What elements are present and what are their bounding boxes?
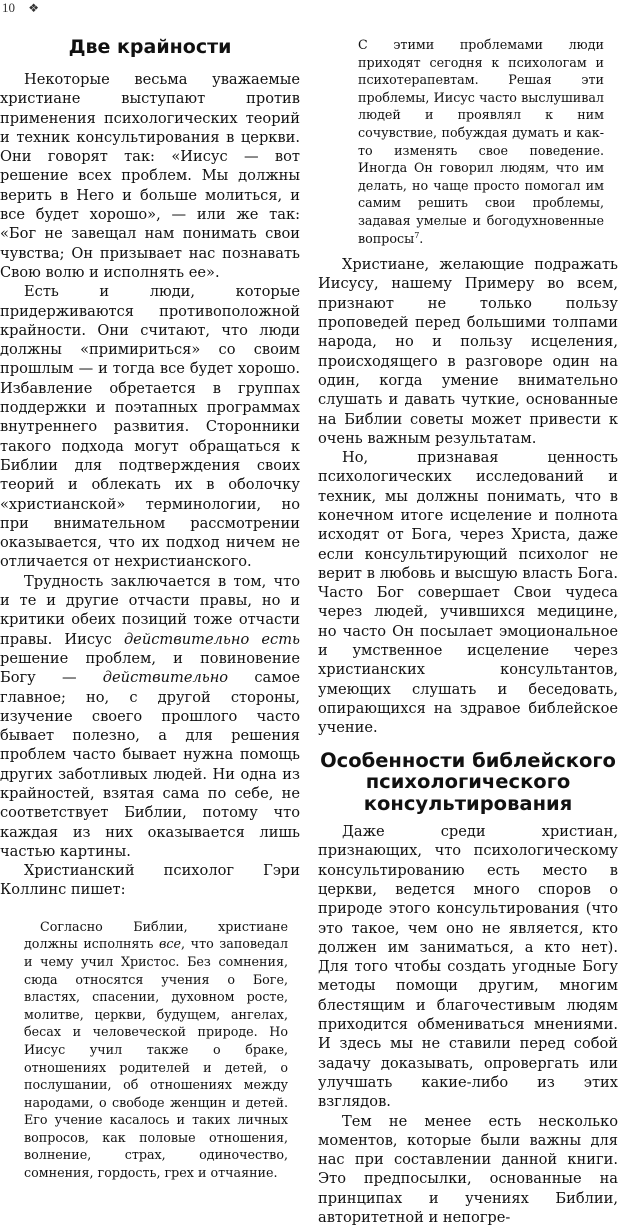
- paragraph: [0, 572, 300, 861]
- heading-line: Особенности библейского: [320, 749, 616, 772]
- quote-paragraph: [358, 36, 604, 247]
- text-run: С этими проблемами люди приходят сегодня к психологам и психотерапевтам. Решая эти проблемы, Иисус часто выслушивал людей и проявлял к ним сочувствие, побуждая думать и как-то изменять свое поведение. Иногда Он говорил людям, что им делать, но чаще просто помогал им самим решить свои проблемы, задавая умелые и богодухновенные вопросы: [358, 37, 604, 246]
- page-number: 10: [2, 0, 15, 15]
- right-column: [318, 36, 618, 1227]
- text-run: Трудность заключается в том, что и те и другие отчасти правы, но и критики обеих позиций тоже отчасти правы. Иисус: [0, 573, 300, 648]
- paragraph: Есть и люди, которые придерживаются противоположной крайности. Они считают, что люди должны «примириться» со своим прошлым — и тогда все будет хорошо. Избавление обретается в группах поддержки и поэтапных программах внутреннего развития. Сторонники такого подхода могут обращаться к Библии для подтверждения своих теорий и облекать их в оболочку «христианской» терминологии, но при внимательном рассмотрении оказывается, что их подход ничем не отличается от нехристианского.: [0, 282, 300, 571]
- emphasis: все: [159, 936, 181, 951]
- paragraph: Некоторые весьма уважаемые христиане выступают против применения психологических теорий и техник консультирования в церкви. Они говорят так: «Иисус — вот решение всех проблем. Мы должны верить в Него и больше молиться, и все будет хорошо», — или же так: «Бог не завещал нам понимать свои чувства; Он призывает нас познавать Свою волю и исполнять ее».: [0, 70, 300, 282]
- text-run: самое главное; но, с другой стороны, изучение своего прошлого часто бывает полезно, а для решения проблем часто бывает нужна помощь других заботливых людей. Ни одна из крайностей, взятая сама по себе, не соответствует Библии, потому что каждая из них оказывается лишь частью картины.: [0, 669, 300, 860]
- section-heading-extremes: Две крайности: [0, 36, 300, 58]
- paragraph: Тем не менее есть несколько моментов, которые были важны для нас при составлении данной книги. Это предпосылки, основанные на принципах и учениях Библии, авторитетной и непогре-: [318, 1112, 618, 1227]
- heading-line: психологического: [366, 770, 571, 793]
- quote-paragraph: [24, 918, 288, 1182]
- paragraph: Даже среди христиан, признающих, что психологическому консультированию есть место в церкви, ведется много споров о природе этого консультирования (что это такое, чем оно не является, кто должен им заниматься, а кто нет). Для того чтобы создать угодные Богу методы помощи другим, многим блестящим и благочестивым людям приходится обмениваться мнениями. И здесь мы не ставили перед собой задачу доказывать, опровергать или улучшать какие-либо из этих взглядов.: [318, 822, 618, 1111]
- paragraph: Христианский психолог Гэри Коллинс пишет:: [0, 861, 300, 900]
- text-run: Согласно Библии, христиане должны исполнять: [24, 919, 288, 952]
- block-quote-continued: [318, 36, 618, 247]
- block-quote: [0, 918, 300, 1182]
- ornament-icon: ❖: [28, 1, 39, 15]
- footnote-marker: 7: [414, 230, 419, 239]
- emphasis: действительно есть: [124, 631, 300, 648]
- paragraph: Но, признавая ценность психологических исследований и техник, мы должны понимать, что в конечном итоге исцеление и полнота исходят от Бога, через Христа, даже если консультирующий психолог не верит в любовь и высшую власть Бога. Часто Бог совершает Свои чудеса через людей, учившихся медицине, но часто Он посылает эмоциональное и умственное исцеление через христианских консультантов, умеющих слушать и беседовать, опирающихся на здравое библейское учение.: [318, 448, 618, 737]
- left-column: [0, 36, 300, 1182]
- text-run: , что заповедал и чему учил Христос. Без сомнения, сюда относятся учения о Боге, властях, спасении, духовном росте, молитве, церкви, будущем, ангелах, бесах и человеческой природе. Но Иисус учил также о браке, отношениях родителей и детей, о послушании, об отношениях между народами, о свободе женщин и детей. Его учение касалось и таких личных вопросов, как половые отношения, волнение, страх, одиночество, сомнения, гордость, грех и отчаяние.: [24, 936, 288, 1180]
- section-heading-features: [318, 750, 618, 815]
- heading-line: консультирования: [364, 792, 572, 815]
- paragraph: Христиане, желающие подражать Иисусу, нашему Примеру во всем, признают не только пользу проповедей перед большими толпами народа, но и пользу исцеления, происходящего в разговоре один на один, когда умение внимательно слушать и давать чуткие, основанные на Библии советы может привести к очень важным результатам.: [318, 255, 618, 448]
- emphasis: действительно: [103, 669, 228, 686]
- text-run: .: [419, 231, 423, 246]
- text-run: решение проблем, и повиновение Богу —: [0, 650, 300, 686]
- page-header: [2, 0, 202, 18]
